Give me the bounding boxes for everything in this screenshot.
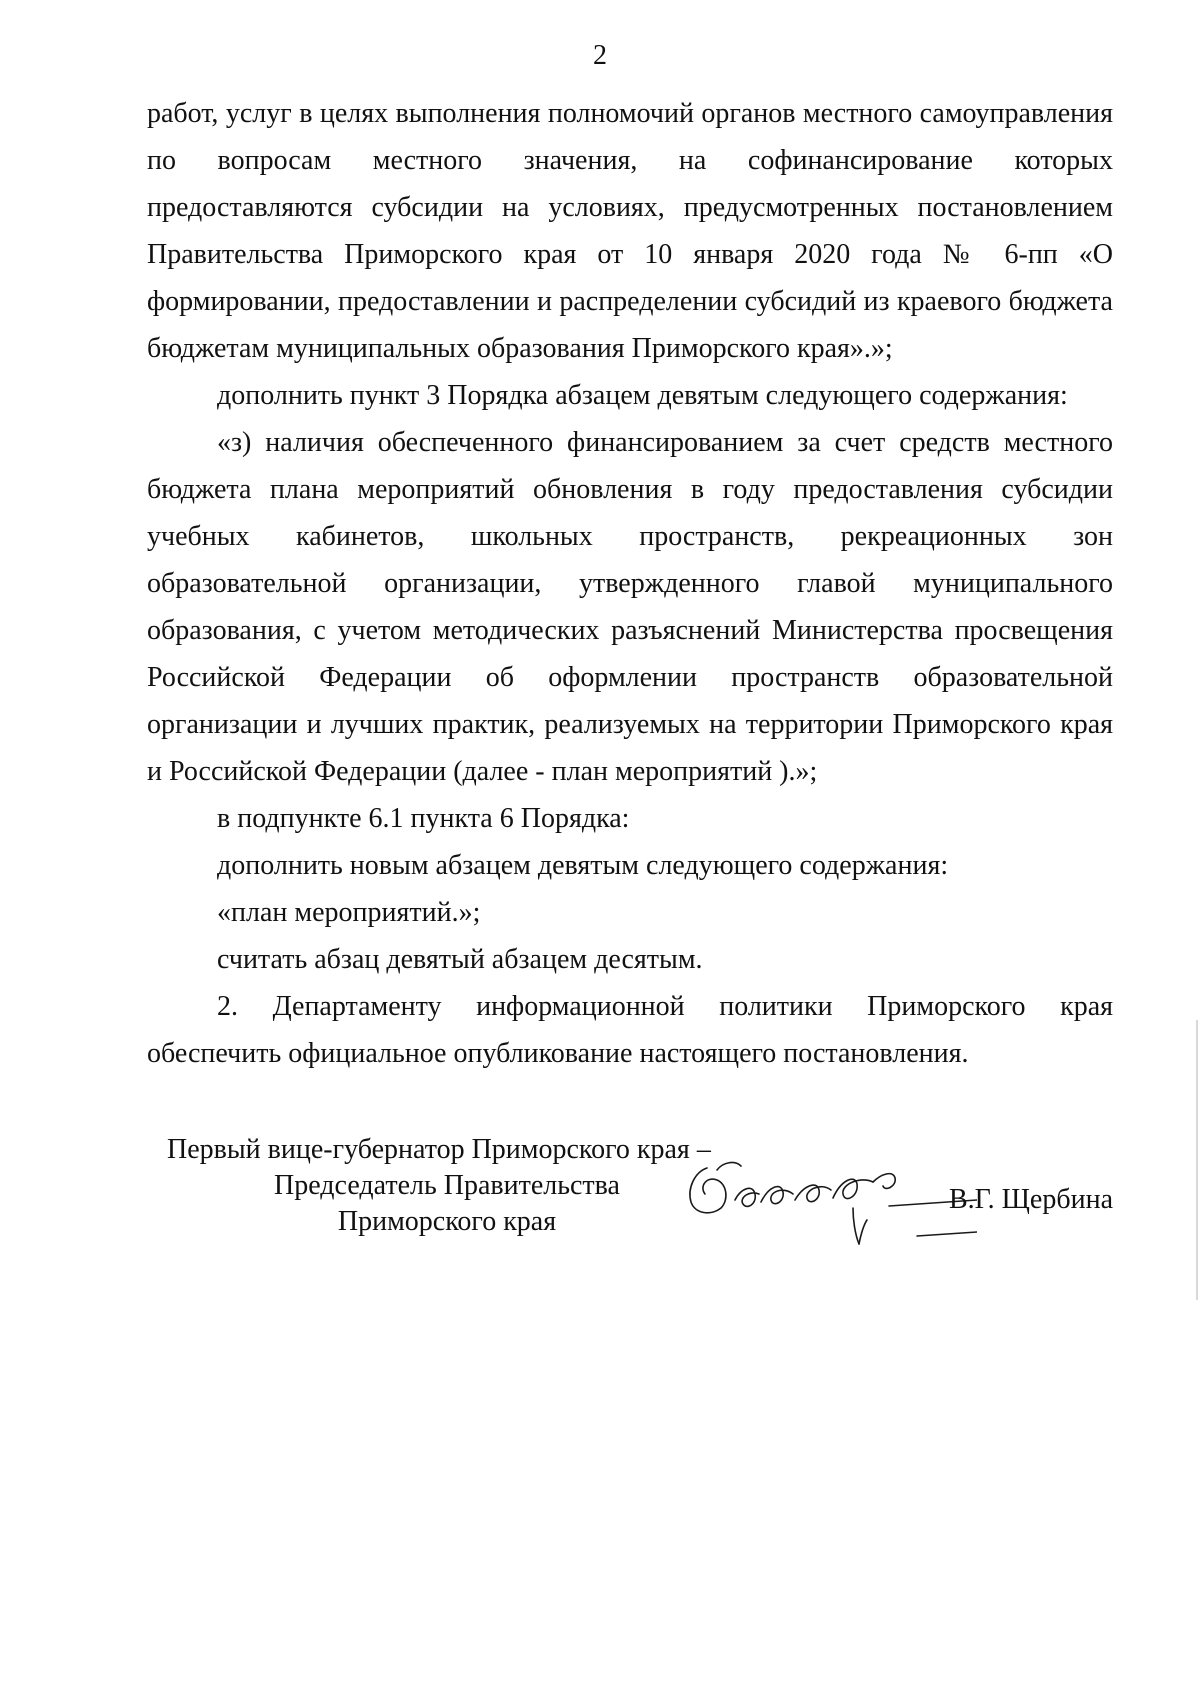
signatory-name: В.Г. Щербина	[948, 1184, 1113, 1215]
signatory-title	[167, 1132, 727, 1240]
paragraph: в подпункте 6.1 пункта 6 Порядка:	[217, 803, 630, 834]
paragraph: дополнить пункт 3 Порядка абзацем девятым следующего содержания:	[217, 380, 1068, 411]
scan-edge-mark	[1196, 1020, 1198, 1300]
paragraph: 2. Департаменту информационной политики Приморского края обеспечить официальное опубликование настоящего постановления.	[147, 991, 1113, 1069]
signature-block	[147, 1132, 1113, 1262]
page-number: 2	[593, 40, 607, 71]
handwritten-signature	[677, 1150, 977, 1260]
paragraph: «план мероприятий.»;	[217, 897, 481, 928]
paragraph: работ, услуг в целях выполнения полномочий органов местного самоуправления по вопросам местного значения, на софинансирование которых предоставляются субсидии на условиях, предусмотренных постановлением Правительства Приморского края от 10 января 2020 года № 6-пп «О формировании, предоставлении и распределении субсидий из краевого бюджета бюджетам муниципальных образования Приморского края».»;	[147, 98, 1113, 364]
document-body	[147, 90, 1113, 1077]
paragraph: дополнить новым абзацем девятым следующего содержания:	[217, 850, 949, 881]
paragraph: считать абзац девятый абзацем десятым.	[217, 944, 703, 975]
signatory-title-line: Приморского края	[337, 1206, 557, 1237]
paragraph: «з) наличия обеспеченного финансированием за счет средств местного бюджета плана мероприятий обновления в году предоставления субсидии учебных кабинетов, школьных пространств, рекреационных зон образовательной организации, утвержденного главой муниципального образования, с учетом методических разъяснений Министерства просвещения Российской Федерации об оформлении пространств образовательной организации и лучших практик, реализуемых на территории Приморского края и Российской Федерации (далее - план мероприятий ).»;	[147, 427, 1113, 787]
signatory-title-line: Председатель Правительства	[274, 1170, 620, 1201]
signatory-title-line: Первый вице-губернатор Приморского края –	[167, 1134, 711, 1165]
